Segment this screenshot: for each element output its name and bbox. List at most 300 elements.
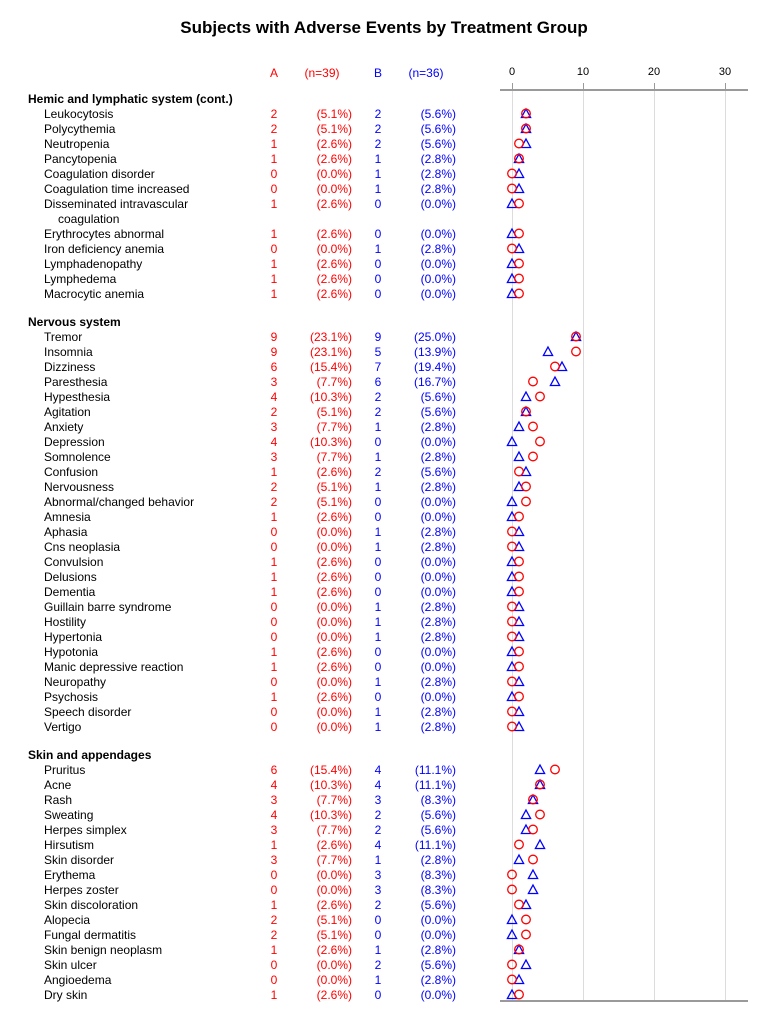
group-b-triangle-marker [513,450,525,462]
group-a-circle-marker [506,675,518,687]
table-row [0,675,768,690]
group-b-percent: (2.8%) [420,450,456,464]
group-b-percent: (2.8%) [420,720,456,734]
table-row [0,958,768,973]
group-b-percent: (19.4%) [413,360,456,374]
group-a-count: 0 [270,615,278,629]
group-a-count: 0 [270,973,278,987]
event-term: Convulsion [44,555,104,569]
group-a-percent: (2.6%) [316,197,352,211]
group-a-circle-marker [513,137,525,149]
group-b-triangle-marker [513,525,525,537]
group-a-circle-marker [520,405,532,417]
group-a-circle-marker [513,838,525,850]
group-a-percent: (0.0%) [316,973,352,987]
group-b-count: 1 [374,720,382,734]
group-b-percent: (5.6%) [420,405,456,419]
group-a-percent: (2.6%) [316,898,352,912]
table-row [0,137,768,152]
group-a-percent: (0.0%) [316,883,352,897]
table-row [0,973,768,988]
group-b-count: 0 [374,197,382,211]
group-b-count: 2 [374,465,382,479]
table-row [0,690,768,705]
group-a-percent: (5.1%) [316,495,352,509]
x-axis-tick-mark [654,83,655,89]
group-a-count: 2 [270,107,278,121]
group-b-percent: (2.8%) [420,675,456,689]
group-a-count: 1 [270,137,278,151]
group-a-circle-marker [513,197,525,209]
event-term: Herpes simplex [44,823,127,837]
group-a-percent: (7.7%) [316,450,352,464]
group-a-count: 1 [270,943,278,957]
group-b-triangle-marker [520,122,532,134]
event-term: Insomnia [44,345,93,359]
group-b-percent: (2.8%) [420,630,456,644]
group-b-count: 1 [374,630,382,644]
event-term: Lymphedema [44,272,117,286]
group-a-count: 0 [270,540,278,554]
table-row [0,555,768,570]
table-row [0,808,768,823]
group-b-count: 1 [374,943,382,957]
group-a-circle-marker [534,390,546,402]
group-b-percent: (2.8%) [420,152,456,166]
section-title: Hemic and lymphatic system (cont.) [28,92,233,106]
table-row [0,763,768,778]
group-a-percent: (10.3%) [309,390,352,404]
group-b-count: 6 [374,375,382,389]
event-term: Erythema [44,868,96,882]
group-a-circle-marker [513,257,525,269]
group-b-percent: (8.3%) [420,793,456,807]
group-b-triangle-marker [513,152,525,164]
group-b-percent: (0.0%) [420,555,456,569]
group-a-percent: (5.1%) [316,913,352,927]
event-term: Hypotonia [44,645,99,659]
group-b-triangle-marker [513,540,525,552]
event-term: Paresthesia [44,375,108,389]
group-b-triangle-marker [542,345,554,357]
table-row [0,272,768,287]
group-b-percent: (2.8%) [420,182,456,196]
group-a-percent: (0.0%) [316,720,352,734]
event-term: Skin benign neoplasm [44,943,163,957]
group-b-count: 0 [374,257,382,271]
event-term: Hypertonia [44,630,103,644]
group-a-circle-marker [506,868,518,880]
group-a-percent: (7.7%) [316,823,352,837]
group-b-triangle-marker [506,435,518,447]
table-row [0,570,768,585]
header-group-b-n: (n=36) [408,66,444,80]
group-b-percent: (2.8%) [420,615,456,629]
group-a-circle-marker [513,152,525,164]
table-row [0,853,768,868]
group-a-circle-marker [534,435,546,447]
group-b-triangle-marker [513,705,525,717]
group-a-count: 3 [270,420,278,434]
group-a-percent: (5.1%) [316,107,352,121]
group-a-percent: (23.1%) [309,330,352,344]
group-a-percent: (15.4%) [309,763,352,777]
group-b-percent: (0.0%) [420,435,456,449]
group-b-percent: (2.8%) [420,242,456,256]
section-header-row [0,92,768,107]
group-a-count: 0 [270,242,278,256]
event-term: Somnolence [44,450,111,464]
table-row [0,868,768,883]
group-a-percent: (2.6%) [316,510,352,524]
table-row [0,435,768,450]
event-term: Skin disorder [44,853,115,867]
group-b-count: 1 [374,167,382,181]
group-a-count: 0 [270,182,278,196]
group-b-count: 0 [374,287,382,301]
event-term: Alopecia [44,913,91,927]
group-a-circle-marker [513,227,525,239]
group-a-circle-marker [506,883,518,895]
event-term: Macrocytic anemia [44,287,145,301]
group-b-triangle-marker [513,167,525,179]
table-row [0,510,768,525]
group-a-count: 1 [270,287,278,301]
event-term: Acne [44,778,72,792]
header-group-a-n: (n=39) [304,66,340,80]
group-a-percent: (2.6%) [316,660,352,674]
event-term: Agitation [44,405,91,419]
group-a-percent: (0.0%) [316,705,352,719]
event-term: Erythrocytes abnormal [44,227,165,241]
group-b-count: 0 [374,645,382,659]
group-b-count: 1 [374,525,382,539]
group-b-percent: (2.8%) [420,853,456,867]
group-a-circle-marker [506,958,518,970]
event-term: Rash [44,793,73,807]
event-term: Polycythemia [44,122,116,136]
group-b-count: 1 [374,705,382,719]
group-b-triangle-marker [513,720,525,732]
group-a-count: 0 [270,167,278,181]
group-b-percent: (0.0%) [420,227,456,241]
group-a-count: 3 [270,853,278,867]
group-b-percent: (2.8%) [420,943,456,957]
group-b-percent: (13.9%) [413,345,456,359]
group-a-percent: (0.0%) [316,525,352,539]
group-a-count: 1 [270,838,278,852]
table-row [0,450,768,465]
group-a-circle-marker [513,988,525,1000]
event-term: Coagulation disorder [44,167,155,181]
group-b-count: 2 [374,405,382,419]
table-row [0,600,768,615]
section-header-row [0,315,768,330]
group-a-count: 6 [270,763,278,777]
group-a-count: 1 [270,585,278,599]
group-b-triangle-marker [513,853,525,865]
group-a-count: 0 [270,675,278,689]
group-b-percent: (5.6%) [420,465,456,479]
table-row [0,197,768,212]
group-b-count: 0 [374,555,382,569]
group-b-triangle-marker [506,495,518,507]
table-row [0,420,768,435]
group-a-count: 3 [270,793,278,807]
group-a-count: 0 [270,600,278,614]
table-row [0,390,768,405]
group-a-count: 3 [270,450,278,464]
group-b-triangle-marker [506,988,518,1000]
group-b-count: 0 [374,585,382,599]
group-a-circle-marker [513,510,525,522]
group-b-percent: (0.0%) [420,197,456,211]
table-row [0,720,768,735]
group-b-count: 1 [374,152,382,166]
group-b-triangle-marker [570,330,582,342]
group-b-triangle-marker [506,272,518,284]
group-a-circle-marker [527,450,539,462]
group-b-triangle-marker [527,793,539,805]
group-a-circle-marker [527,793,539,805]
group-a-count: 2 [270,122,278,136]
event-term: Pancytopenia [44,152,117,166]
group-a-count: 1 [270,645,278,659]
group-a-count: 0 [270,525,278,539]
event-term: Iron deficiency anemia [44,242,165,256]
event-term: Hostility [44,615,87,629]
group-b-percent: (2.8%) [420,167,456,181]
group-a-count: 0 [270,958,278,972]
section-title: Nervous system [28,315,121,329]
group-b-triangle-marker [513,600,525,612]
group-b-triangle-marker [534,838,546,850]
group-b-percent: (0.0%) [420,690,456,704]
table-row [0,107,768,122]
group-b-triangle-marker [520,898,532,910]
table-row [0,660,768,675]
group-a-circle-marker [570,330,582,342]
group-b-triangle-marker [513,973,525,985]
group-b-count: 0 [374,495,382,509]
group-a-circle-marker [513,690,525,702]
group-b-percent: (0.0%) [420,988,456,1002]
group-b-percent: (0.0%) [420,510,456,524]
group-a-count: 9 [270,345,278,359]
group-a-count: 4 [270,390,278,404]
group-a-count: 0 [270,883,278,897]
group-b-count: 1 [374,675,382,689]
group-b-triangle-marker [506,510,518,522]
group-b-percent: (0.0%) [420,287,456,301]
group-a-count: 3 [270,823,278,837]
group-b-count: 2 [374,823,382,837]
group-a-circle-marker [506,182,518,194]
group-b-triangle-marker [513,420,525,432]
group-b-count: 3 [374,883,382,897]
group-b-count: 4 [374,838,382,852]
group-b-count: 1 [374,540,382,554]
table-row [0,167,768,182]
group-a-count: 1 [270,152,278,166]
event-term: Depression [44,435,105,449]
group-a-circle-marker [520,913,532,925]
group-b-percent: (2.8%) [420,705,456,719]
group-b-triangle-marker [520,823,532,835]
group-b-triangle-marker [527,883,539,895]
section-header-row [0,748,768,763]
group-b-count: 0 [374,227,382,241]
group-b-triangle-marker [506,660,518,672]
group-a-circle-marker [527,853,539,865]
group-a-circle-marker [506,540,518,552]
group-a-percent: (2.6%) [316,555,352,569]
event-term: Coagulation time increased [44,182,190,196]
event-term: Neuropathy [44,675,107,689]
group-a-circle-marker [520,928,532,940]
event-term-continuation: coagulation [58,212,120,226]
group-a-count: 1 [270,510,278,524]
group-b-count: 1 [374,182,382,196]
group-b-triangle-marker [506,690,518,702]
event-term: Lymphadenopathy [44,257,143,271]
group-b-percent: (5.6%) [420,137,456,151]
event-term: Guillain barre syndrome [44,600,172,614]
group-b-percent: (2.8%) [420,540,456,554]
table-row [0,913,768,928]
table-row [0,480,768,495]
group-a-circle-marker [520,480,532,492]
group-a-circle-marker [520,495,532,507]
group-b-percent: (0.0%) [420,928,456,942]
group-a-circle-marker [506,973,518,985]
group-a-percent: (10.3%) [309,778,352,792]
event-term: Sweating [44,808,94,822]
group-a-percent: (2.6%) [316,645,352,659]
group-a-circle-marker [570,345,582,357]
event-term: Herpes zoster [44,883,119,897]
group-a-circle-marker [513,943,525,955]
event-term: Delusions [44,570,97,584]
group-a-circle-marker [549,360,561,372]
group-b-triangle-marker [520,137,532,149]
event-term: Tremor [44,330,83,344]
event-term: Dry skin [44,988,88,1002]
group-b-count: 7 [374,360,382,374]
group-a-circle-marker [506,720,518,732]
group-b-percent: (0.0%) [420,645,456,659]
group-b-count: 1 [374,450,382,464]
table-row [0,585,768,600]
group-b-count: 2 [374,107,382,121]
group-a-percent: (2.6%) [316,272,352,286]
group-b-triangle-marker [513,182,525,194]
x-axis-tick-label: 0 [508,66,516,78]
group-a-circle-marker [527,375,539,387]
group-a-percent: (2.6%) [316,287,352,301]
group-b-count: 2 [374,137,382,151]
table-row [0,405,768,420]
group-b-percent: (11.1%) [414,838,456,852]
group-a-circle-marker [513,660,525,672]
group-a-percent: (7.7%) [316,375,352,389]
group-a-count: 1 [270,197,278,211]
group-a-circle-marker [513,570,525,582]
x-axis-tick-label: 20 [647,66,661,78]
group-a-circle-marker [513,898,525,910]
group-a-percent: (15.4%) [309,360,352,374]
group-b-count: 2 [374,390,382,404]
event-term: Dementia [44,585,96,599]
event-term: Speech disorder [44,705,132,719]
table-row [0,615,768,630]
group-b-triangle-marker [506,913,518,925]
event-term: Nervousness [44,480,115,494]
group-b-triangle-marker [506,928,518,940]
group-b-percent: (8.3%) [420,883,456,897]
group-a-circle-marker [520,107,532,119]
group-b-percent: (16.7%) [413,375,456,389]
group-b-count: 1 [374,420,382,434]
group-b-triangle-marker [506,555,518,567]
group-a-count: 4 [270,808,278,822]
event-term: Dizziness [44,360,96,374]
group-a-percent: (0.0%) [316,182,352,196]
table-row [0,152,768,167]
event-term: Anxiety [44,420,84,434]
group-b-percent: (11.1%) [414,778,456,792]
event-term: Disseminated intravascular [44,197,189,211]
group-a-percent: (2.6%) [316,690,352,704]
table-row [0,375,768,390]
group-b-count: 9 [374,330,382,344]
group-a-count: 0 [270,868,278,882]
adverse-events-table [0,92,768,1003]
group-a-count: 1 [270,227,278,241]
group-a-circle-marker [549,763,561,775]
group-a-circle-marker [506,242,518,254]
group-b-count: 2 [374,898,382,912]
event-term: Skin discoloration [44,898,139,912]
group-b-triangle-marker [520,405,532,417]
group-b-triangle-marker [513,480,525,492]
group-b-count: 4 [374,763,382,777]
group-b-triangle-marker [534,763,546,775]
group-a-circle-marker [506,630,518,642]
x-axis-tick-label: 30 [718,66,732,78]
group-a-percent: (2.6%) [316,465,352,479]
group-a-count: 2 [270,913,278,927]
group-a-count: 1 [270,898,278,912]
group-b-count: 2 [374,958,382,972]
group-a-count: 2 [270,405,278,419]
group-a-percent: (2.6%) [316,585,352,599]
group-a-circle-marker [513,287,525,299]
group-a-percent: (23.1%) [309,345,352,359]
group-a-count: 6 [270,360,278,374]
group-a-percent: (10.3%) [309,435,352,449]
event-term: Aphasia [44,525,88,539]
table-row [0,823,768,838]
group-b-triangle-marker [520,808,532,820]
group-a-circle-marker [527,420,539,432]
group-b-count: 2 [374,122,382,136]
group-b-triangle-marker [534,778,546,790]
group-b-count: 1 [374,615,382,629]
event-term: Angioedema [44,973,112,987]
group-b-count: 3 [374,793,382,807]
group-b-triangle-marker [506,197,518,209]
